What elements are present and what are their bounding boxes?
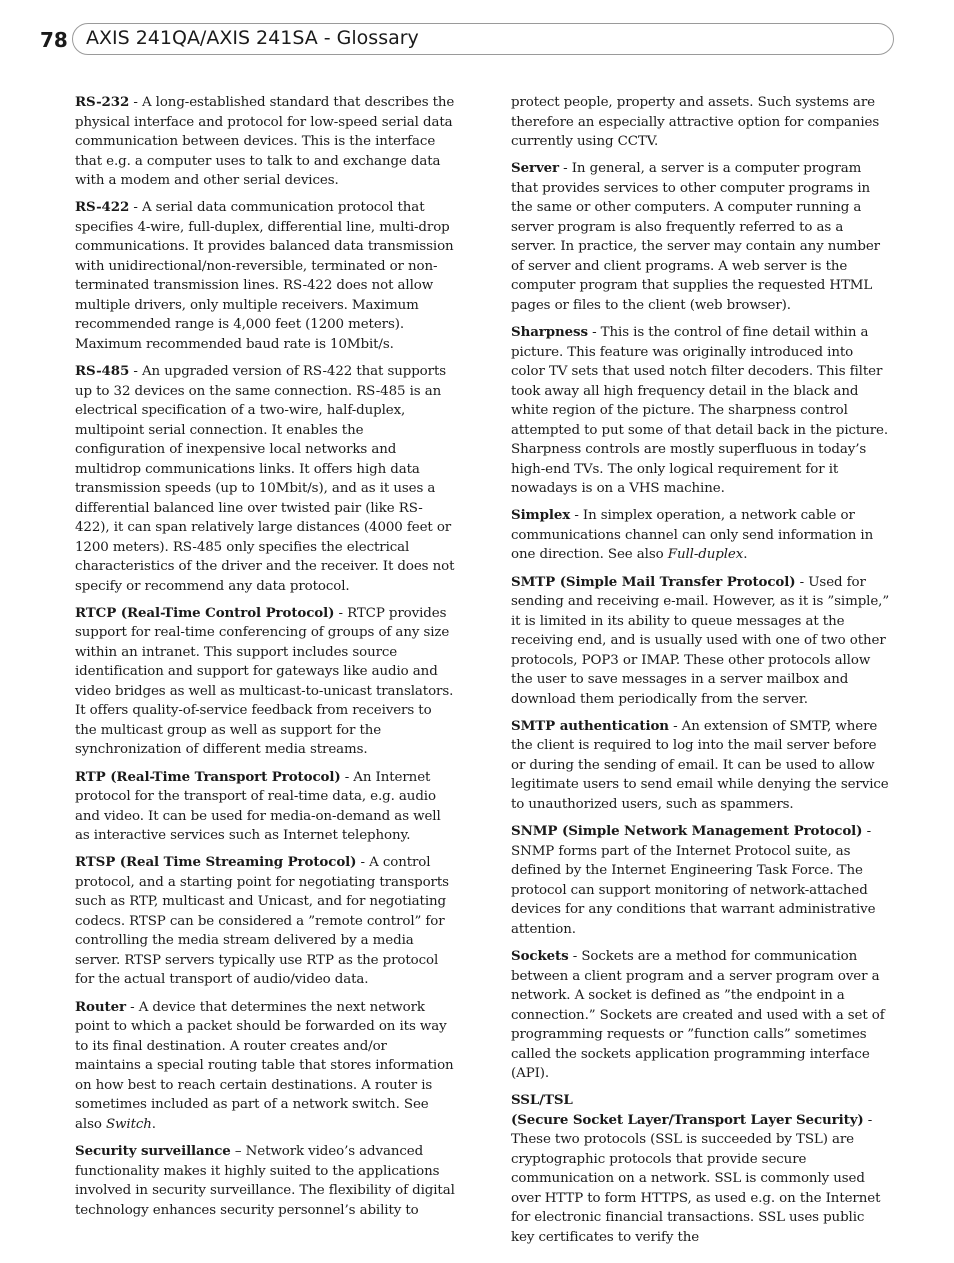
glossary-entry-sharpness [511,323,891,499]
glossary-term: RS-232 [75,94,130,110]
glossary-term: SMTP (Simple Mail Transfer Protocol) [511,573,796,590]
glossary-term: RS-485 [75,363,130,380]
glossary-term: SNMP (Simple Network Management Protocol) [511,823,863,840]
glossary-definition: - An upgraded version of RS-422 that supports up to 32 devices on the same connection. RS-485 is an electrical specification of a two-wire, half-duplex, multipoint serial connection. It enables the configuration of inexpensive local networks and multidrop communications links. It offers high data transmission speeds (up to 10Mbit/s), and as it uses a differential balanced line over twisted pair (like RS-422), it can span relatively large distances (4000 feet or 1200 meters). RS-485 only specifies the electrical characteristics of the driver and the receiver. It does not specify or recommend any data protocol. [75,364,455,594]
glossary-term: SMTP authentication [511,717,669,734]
glossary-definition: - These two protocols (SSL is succeeded by TSL) are cryptographic protocols that provide secure communication on a network. SSL is commonly used over HTTP to form HTTPS, as used e.g. on the Internet for electronic financial transactions. SSL uses public key certificates to verify the [511,1112,881,1245]
glossary-entry-rs-232 [75,93,455,191]
glossary-entry-router [75,998,455,1135]
glossary-entry-rs-485 [75,362,455,596]
glossary-entry-rs-422 [75,198,455,354]
glossary-definition: - A device that determines the next network point to which a packet should be forwarded on its way to its final destination. A router creates and/or maintains a special routing table that stores information on how best to reach certain destinations. A router is sometimes included as part of a network switch. See also [75,999,454,1132]
glossary-definition: - Used for sending and receiving e-mail. However, as it is ”simple,” it is limited in its ability to queue messages at the receiving end, and is usually used with one of two other protocols, POP3 or IMAP. These other protocols allow the user to save messages in a server mailbox and download them periodically from the server. [511,574,890,707]
glossary-term: Security surveillance [75,1143,231,1160]
glossary-definition: - RTCP provides support for real-time conferencing of groups of any size within an intranet. This support includes source identification and support for gateways like audio and video bridges as well as multicast-to-unicast translators. It offers quality-of-service feedback from receivers to the multicast group as well as support for the synchronization of different media streams. [75,605,454,758]
glossary-term: SSL/TSL [511,1092,573,1109]
glossary-definition: - A serial data communication protocol that specifies 4-wire, full-duplex, differential line, multi-drop communications. It provides balanced data transmission with unidirectional/non-reversible, terminated or non-terminated transmission lines. RS-422 does not allow multiple drivers, only multiple receivers. Maximum recommended range is 4,000 feet (1200 meters). Maximum recommended baud rate is 10Mbit/s. [75,200,454,352]
glossary-term: Sharpness [511,324,588,341]
glossary-definition: – Network video’s advanced functionality makes it highly suited to the applications involved in security surveillance. The flexibility of digital technology enhances security personnel’s ability to [75,1144,455,1218]
left-column [75,93,455,1228]
glossary-definition: - An extension of SMTP, where the client is required to log into the mail server before or during the sending of email. It can be used to allow legitimate users to send email while denying the service to unauthorized users, such as spammers. [511,718,889,812]
glossary-term: Server [511,160,559,177]
right-column [511,93,891,1255]
glossary-entry-smtp-authentication [511,717,891,815]
glossary-entry-rtsp [75,853,455,990]
glossary-definition: - In general, a server is a computer program that provides services to other computer programs in the same or other computers. A computer running a server program is also frequently referred to as a server. In practice, the server may contain any number of server and client programs. A web server is the computer program that supplies the requested HTML pages or files to the client (web browser). [511,161,880,313]
glossary-entry-snmp [511,822,891,939]
glossary-definition: - SNMP forms part of the Internet Protocol suite, as defined by the Internet Engineering Task Force. The protocol can support monitoring of network-attached devices for any conditions that warrant administrative attention. [511,824,876,937]
glossary-entry-sockets [511,947,891,1084]
glossary-term: Router [75,998,126,1015]
glossary-term: RS-422 [75,199,130,216]
glossary-definition-tail: . [151,1116,156,1132]
glossary-term: RTSP (Real Time Streaming Protocol) [75,854,357,871]
glossary-definition: - Sockets are a method for communication between a client program and a server program over a network. A socket is defined as ”the endpoint in a connection.” Sockets are created and used with a set of programming requests or ”function calls” sometimes called the sockets application programming interface (API). [511,949,885,1082]
glossary-entry-smtp [511,573,891,710]
page-title: AXIS 241QA/AXIS 241SA - Glossary [86,27,419,49]
glossary-term: RTCP (Real-Time Control Protocol) [75,604,335,621]
glossary-entry-server [511,159,891,315]
glossary-definition: - A control protocol, and a starting point for negotiating transports such as RTP, multicast and Unicast, and for negotiating codecs. RTSP can be considered a ”remote control” for controlling the media stream delivered by a media server. RTSP servers typically use RTP as the protocol for the actual transport of audio/video data. [75,855,449,988]
glossary-definition: - An Internet protocol for the transport of real-time data, e.g. audio and video. It can be used for media-on-demand as well as interactive services such as Internet telephony. [75,769,441,844]
see-also-link: Switch [105,1116,152,1132]
glossary-term-expansion: (Secure Socket Layer/Transport Layer Security) [511,1111,864,1128]
glossary-definition: - In simplex operation, a network cable or communications channel can only send information in one direction. See also [511,508,874,563]
glossary-entry-rtp [75,768,455,846]
glossary-definition: - A long-established standard that describes the physical interface and protocol for low-speed serial data communication between devices. This is the interface that e.g. a computer uses to talk to and exchange data with a modem and other serial devices. [75,95,455,188]
glossary-term: RTP (Real-Time Transport Protocol) [75,768,341,785]
glossary-entry-simplex [511,506,891,565]
glossary-entry-security-surveillance [75,1142,455,1220]
glossary-definition: protect people, property and assets. Such systems are therefore an especially attractive option for companies currently using CCTV. [511,95,880,149]
glossary-entry-continued [511,93,891,152]
glossary-entry-rtcp [75,604,455,760]
page-number: 78 [40,28,68,52]
glossary-term: Simplex [511,507,571,524]
glossary-entry-ssl-tsl [511,1091,891,1247]
glossary-definition: - This is the control of fine detail within a picture. This feature was originally introduced into color TV sets that used notch filter decoders. This filter took away all high frequency detail in the black and white region of the picture. The sharpness control attempted to put some of that detail back in the picture. Sharpness controls are mostly superfluous in today’s high-end TVs. The only logical requirement for it nowadays is on a VHS machine. [511,325,889,497]
see-also-link: Full-duplex [667,547,744,563]
glossary-term: Sockets [511,948,569,965]
glossary-definition-tail: . [743,547,748,563]
